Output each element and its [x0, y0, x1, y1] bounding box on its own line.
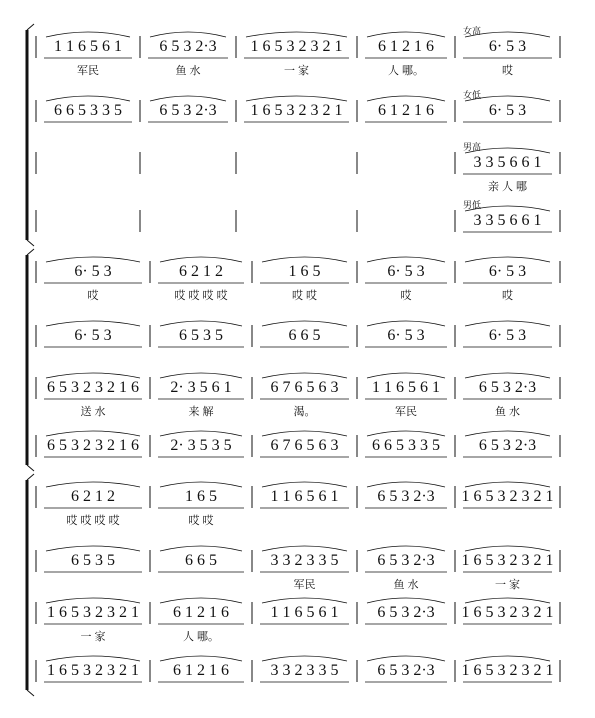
measure-notes: 1 6 5 3 2 3 2 1 [47, 604, 139, 621]
lyric-text [362, 512, 450, 528]
lyric-text [241, 178, 352, 194]
measure-notes: 6 5 3 2·3 [377, 604, 435, 621]
measure-notes: 6 5 3 2·3 [377, 662, 435, 679]
lyric-text [257, 351, 352, 367]
lyric-text: 鱼 水 [393, 579, 419, 591]
lyric-text: 一 家 [283, 65, 310, 77]
measure-notes: 6· 5 3 [387, 263, 425, 280]
measure-notes: 6· 5 3 [74, 263, 112, 280]
measure-notes: 1 6 5 [288, 263, 321, 280]
measure-notes: 1 6 5 3 2 3 2 1 [461, 552, 554, 569]
measure-notes: 3 3 5 6 6 1 [473, 154, 542, 171]
measure-notes [362, 153, 450, 173]
bracket-top-hook [27, 24, 34, 30]
measure-notes [41, 153, 135, 173]
lyric-text [362, 351, 450, 367]
measure-notes: 6 5 3 2·3 [159, 38, 217, 55]
measure-notes: 1 6 5 3 2 3 2 1 [461, 604, 554, 621]
measure-notes: 3 3 2 3 3 5 [270, 662, 339, 679]
measure-notes: 1 6 5 3 2 3 2 1 [250, 38, 343, 55]
bracket-bottom-hook [27, 240, 34, 246]
measure-notes: 1 6 5 3 2 3 2 1 [47, 662, 139, 679]
measure-notes: 2· 3 5 3 5 [170, 437, 232, 454]
measure-notes: 6· 5 3 [488, 327, 527, 344]
measure-notes [241, 211, 352, 231]
lyric-text: 哎 [87, 290, 99, 302]
lyric-text: 人 哪。 [387, 65, 425, 77]
measure-notes: 6 5 3 2·3 [478, 379, 537, 396]
lyric-text [41, 178, 135, 194]
lyric-text: 军民 [395, 406, 417, 418]
lyric-text: 鱼 水 [175, 65, 201, 77]
measure-notes [145, 211, 231, 231]
measure-notes: 6 5 3 2·3 [478, 437, 537, 454]
measure-notes: 6· 5 3 [488, 102, 527, 119]
measure-notes: 6 5 3 5 [179, 327, 223, 344]
measure-notes: 6 7 6 5 6 3 [270, 437, 339, 454]
score-system-3 [0, 472, 595, 697]
measure-notes [241, 153, 352, 173]
measure-notes: 6 5 3 2·3 [377, 552, 435, 569]
lyric-text [257, 628, 352, 644]
measure-notes: 1 6 5 [185, 488, 217, 505]
voice-label: 女高 [463, 26, 482, 36]
measure-notes: 6· 5 3 [488, 263, 527, 280]
voice-label: 女低 [463, 90, 482, 100]
lyric-text [41, 686, 145, 702]
lyric-text [41, 126, 135, 142]
lyric-text [362, 628, 450, 644]
measure-notes: 6 6 5 3 3 5 [372, 437, 440, 454]
lyric-text: 哎 哎 哎 哎 [174, 290, 228, 302]
lyric-text [155, 351, 247, 367]
lyric-text: 哎 [502, 65, 513, 77]
lyric-text: 一 家 [494, 579, 521, 591]
measure-notes: 3 3 2 3 3 5 [270, 552, 339, 569]
measure-notes: 6 6 5 [288, 327, 321, 344]
measure-notes: 1 6 5 3 2 3 2 1 [461, 488, 554, 505]
lyric-text [41, 351, 145, 367]
measure-notes: 2· 3 5 6 1 [170, 379, 232, 396]
lyric-text: 亲 人 哪 [487, 181, 528, 193]
measure-notes: 6· 5 3 [488, 38, 527, 55]
lyric-text: 军民 [293, 579, 316, 591]
bracket-top-hook [27, 474, 34, 480]
measure-notes: 1 1 6 5 6 1 [54, 38, 122, 55]
measure-notes: 6 5 3 2·3 [159, 102, 217, 119]
measure-notes: 6· 5 3 [387, 327, 425, 344]
lyric-text: 来 解 [188, 406, 214, 418]
measure-notes: 1 1 6 5 6 1 [270, 488, 339, 505]
measure-notes [145, 153, 231, 173]
lyric-text [362, 178, 450, 194]
bracket-bottom-hook [27, 690, 34, 696]
bracket-top-hook [27, 249, 34, 255]
measure-notes: 6 5 3 5 [71, 552, 115, 569]
lyric-text: 哎 哎 哎 哎 [66, 515, 120, 527]
lyric-text: 一 家 [80, 631, 106, 643]
lyric-text: 鱼 水 [494, 406, 521, 418]
measure-notes: 6· 5 3 [74, 327, 112, 344]
measure-notes: 6 6 5 [185, 552, 217, 569]
measure-notes: 6 2 1 2 [71, 488, 115, 505]
measure-notes: 6 5 3 2·3 [377, 488, 435, 505]
lyric-text: 哎 [400, 290, 412, 302]
measure-notes [41, 211, 135, 231]
measure-notes: 6 1 2 1 6 [378, 102, 434, 119]
measure-notes [362, 211, 450, 231]
lyric-text [460, 512, 555, 528]
lyric-text: 送 水 [80, 406, 106, 418]
lyric-text [362, 686, 450, 702]
score-system-1 [0, 22, 595, 247]
lyric-text: 渴。 [293, 406, 316, 418]
score-system-2 [0, 247, 595, 472]
measure-notes: 6 2 1 2 [179, 263, 223, 280]
measure-notes: 6 1 2 1 6 [378, 38, 434, 55]
measure-notes: 6 5 3 2 3 2 1 6 [47, 437, 139, 454]
measure-notes: 1 6 5 3 2 3 2 1 [461, 662, 554, 679]
lyric-text [460, 686, 555, 702]
lyric-text: 军民 [77, 65, 99, 77]
bracket-bottom-hook [27, 465, 34, 471]
lyric-text: 哎 [502, 290, 513, 302]
lyric-text [145, 126, 231, 142]
lyric-text [41, 576, 145, 592]
measure-notes: 6 5 3 2 3 2 1 6 [47, 379, 139, 396]
lyric-text [460, 351, 555, 367]
measure-notes: 1 6 5 3 2 3 2 1 [250, 102, 343, 119]
lyric-text [362, 126, 450, 142]
lyric-text: 哎 哎 [188, 515, 214, 527]
measure-notes: 3 3 5 6 6 1 [473, 212, 542, 229]
measure-notes: 6 1 2 1 6 [173, 662, 229, 679]
lyric-text [257, 686, 352, 702]
lyric-text [257, 512, 352, 528]
lyric-text: 哎 哎 [291, 290, 318, 302]
measure-notes: 6 1 2 1 6 [173, 604, 229, 621]
lyric-text [155, 686, 247, 702]
voice-label: 男低 [463, 200, 482, 210]
measure-notes: 6 7 6 5 6 3 [270, 379, 339, 396]
measure-notes: 6 6 5 3 3 5 [54, 102, 122, 119]
lyric-text: 人 哪。 [182, 631, 220, 643]
voice-label: 男高 [463, 142, 482, 152]
lyric-text [241, 126, 352, 142]
lyric-text [145, 178, 231, 194]
measure-notes: 1 1 6 5 6 1 [270, 604, 339, 621]
measure-notes: 1 1 6 5 6 1 [372, 379, 440, 396]
lyric-text [460, 628, 555, 644]
lyric-text [155, 576, 247, 592]
